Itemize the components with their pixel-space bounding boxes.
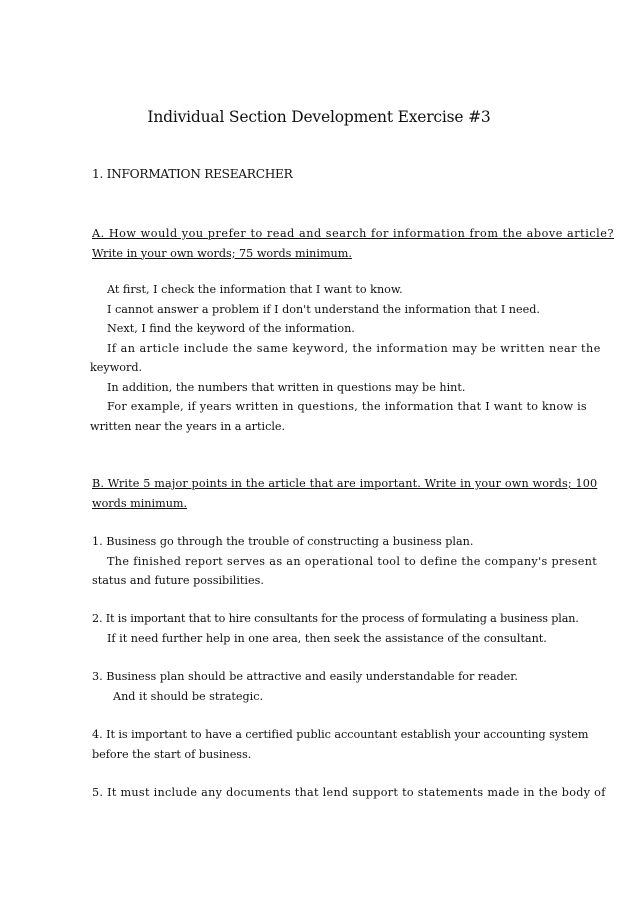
point-3: [92, 667, 547, 706]
answer-a-line: Next, I find the keyword of the information.: [107, 322, 355, 335]
question-a-line2: Write in your own words; 75 words minimum.: [92, 246, 352, 260]
answer-a-line: written near the years in a article.: [90, 419, 286, 433]
section-heading: 1. INFORMATION RESEARCHER: [92, 167, 293, 181]
point-1: [92, 532, 598, 591]
question-a: [92, 224, 615, 263]
question-b: [92, 474, 598, 513]
point-5: [92, 783, 606, 803]
point-line: And it should be strategic.: [113, 689, 264, 703]
point-line: 2. It is important that to hire consultants for the process of formulating a business plan.: [92, 612, 579, 625]
answer-a-line: At first, I check the information that I want to know.: [107, 283, 403, 296]
answer-a-line: If an article include the same keyword, the information may be written near the: [107, 341, 601, 355]
document-title: Individual Section Development Exercise #3: [147, 108, 491, 126]
point-line: before the start of business.: [92, 747, 252, 761]
point-line: 1. Business go through the trouble of constructing a business plan.: [92, 535, 474, 548]
question-b-line2: words minimum.: [92, 496, 188, 510]
point-2: [92, 609, 579, 648]
point-line: 5. It must include any documents that lend support to statements made in the body of: [92, 786, 606, 799]
answer-a-line: keyword.: [90, 361, 143, 374]
answer-a: [90, 280, 601, 436]
point-line: status and future possibilities.: [92, 574, 264, 587]
question-b-line1: B. Write 5 major points in the article that are important. Write in your own words; 100: [92, 477, 598, 490]
point-line: The finished report serves as an operational tool to define the company's present: [107, 554, 598, 568]
point-line: If it need further help in one area, then seek the assistance of the consultant.: [107, 631, 547, 645]
answer-a-line: In addition, the numbers that written in questions may be hint.: [107, 380, 466, 394]
question-a-line1: A. How would you prefer to read and search for information from the above article?: [92, 227, 615, 240]
point-4: [92, 725, 589, 764]
answer-a-line: I cannot answer a problem if I don't understand the information that I need.: [107, 302, 540, 316]
point-line: 4. It is important to have a certified public accountant establish your accounting system: [92, 728, 589, 741]
point-line: 3. Business plan should be attractive and easily understandable for reader.: [92, 670, 518, 683]
answer-a-line: For example, if years written in questions, the information that I want to know is: [107, 400, 587, 413]
